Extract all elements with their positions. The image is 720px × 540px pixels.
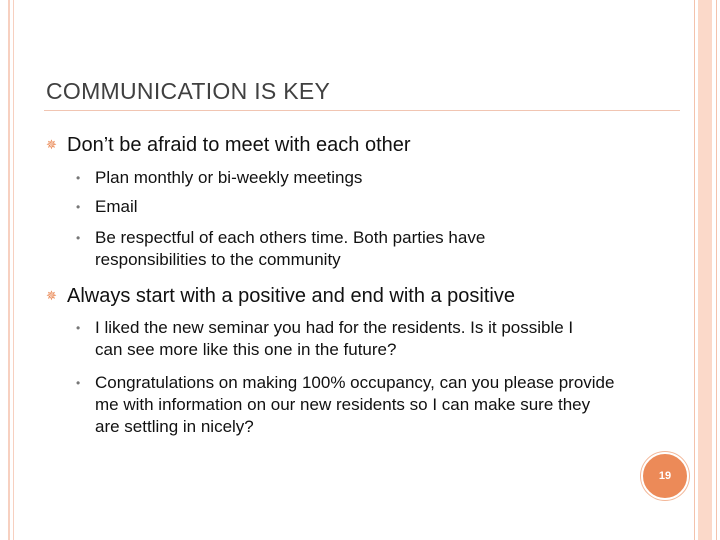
dot-bullet-icon: • xyxy=(76,231,81,245)
dot-bullet-icon: • xyxy=(76,321,81,335)
page-number-badge: 19 xyxy=(641,452,689,500)
sub-bullet-text: Be respectful of each others time. Both parties have responsibilities to the community xyxy=(95,228,486,269)
sub-bullet-text: I liked the new seminar you had for the residents. Is it possible I can see more like this one in the future? xyxy=(95,318,574,359)
sub-bullet-text: Plan monthly or bi-weekly meetings xyxy=(95,168,363,187)
left-border-line xyxy=(13,0,14,540)
sub-bullet-text: Congratulations on making 100% occupancy, can you please provide me with information on our new residents so I can make sure they are settling in nicely? xyxy=(95,373,615,436)
sun-bullet-icon: ✵ xyxy=(46,288,57,303)
sun-bullet-icon: ✵ xyxy=(46,137,57,152)
right-border-line xyxy=(694,0,695,540)
sub-bullet-text: Email xyxy=(95,197,138,216)
right-border-band xyxy=(698,0,712,540)
dot-bullet-icon: • xyxy=(76,171,81,185)
right-border-line xyxy=(716,0,717,540)
dot-bullet-icon: • xyxy=(76,376,81,390)
dot-bullet-icon: • xyxy=(76,200,81,214)
slide-title: COMMUNICATION IS KEY xyxy=(46,78,331,104)
bullet-text: Don’t be afraid to meet with each other xyxy=(67,134,411,156)
title-divider xyxy=(44,110,680,111)
bullet-text: Always start with a positive and end with a positive xyxy=(67,285,515,307)
left-border-line xyxy=(8,0,10,540)
